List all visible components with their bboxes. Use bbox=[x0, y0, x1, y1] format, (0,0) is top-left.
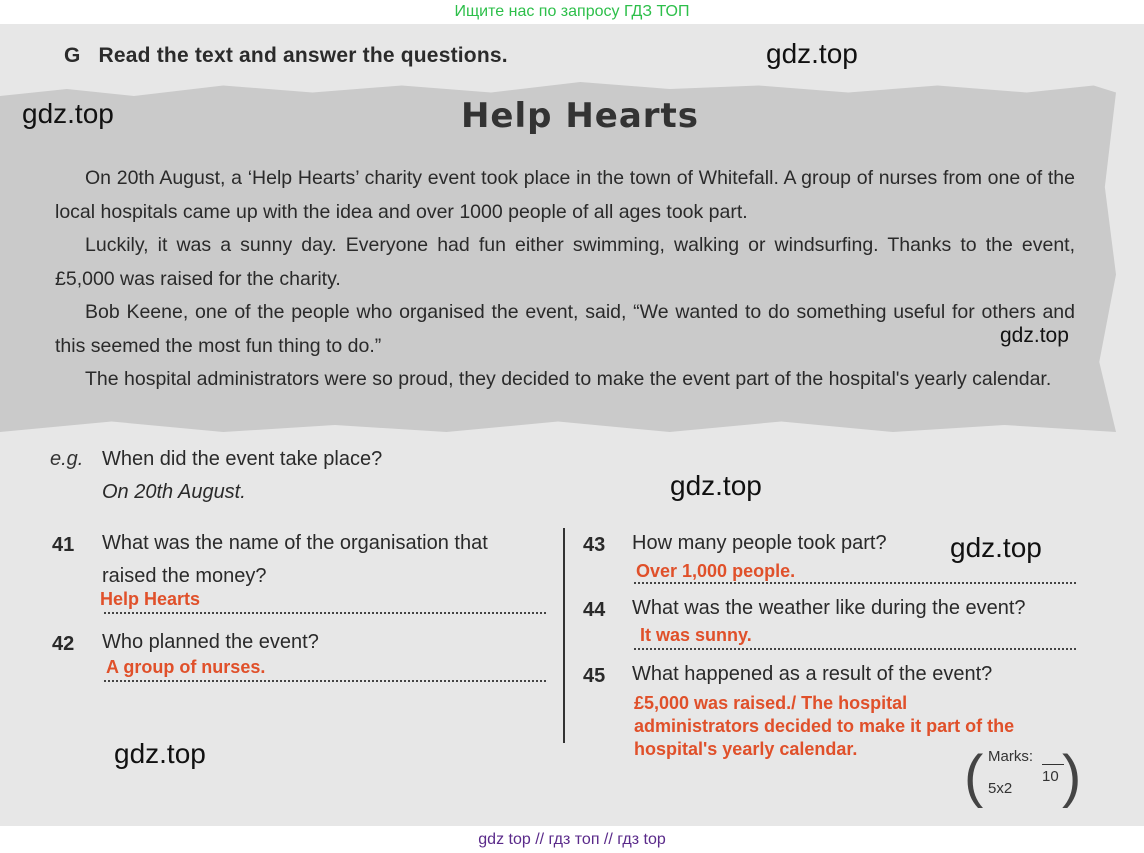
example-answer: On 20th August. bbox=[102, 481, 246, 503]
marks-label: Marks: bbox=[988, 748, 1033, 765]
top-banner-link[interactable]: Ищите нас по запросу ГДЗ ТОП bbox=[454, 3, 690, 20]
paren-left: ( bbox=[964, 744, 984, 809]
question-text: Who planned the event? bbox=[102, 631, 319, 653]
watermark: gdz.top bbox=[950, 532, 1042, 563]
answer-line bbox=[104, 612, 546, 614]
question-line: raised the money? bbox=[102, 565, 267, 587]
answer-text: Help Hearts bbox=[100, 589, 201, 609]
question-text: What happened as a result of the event? bbox=[632, 663, 993, 685]
answer-text: A group of nurses. bbox=[106, 657, 266, 677]
watermark: gdz.top bbox=[1000, 324, 1069, 347]
answer-line-text: hospital's yearly calendar. bbox=[634, 739, 858, 759]
question-number: 44 bbox=[583, 599, 606, 621]
paren-right: ) bbox=[1062, 744, 1082, 809]
question-number: 43 bbox=[583, 534, 606, 556]
article-paragraph: On 20th August, a ‘Help Hearts’ charity event took place in the town of Whitefall. A group of nurses from one of the local hospitals came up with the idea and over 1000 people of all ages took part. bbox=[55, 167, 1075, 223]
question-line: What was the name of the organisation that bbox=[102, 532, 488, 554]
article-paragraph: The hospital administrators were so proud, they decided to make the event part of the hospital's yearly calendar. bbox=[85, 368, 1052, 390]
question-text: How many people took part? bbox=[632, 532, 887, 554]
section-instruction: Read the text and answer the questions. bbox=[98, 44, 508, 67]
answer-line bbox=[104, 680, 546, 682]
question-text: What was the weather like during the event? bbox=[632, 597, 1026, 619]
answer-text: It was sunny. bbox=[640, 625, 752, 645]
watermark: gdz.top bbox=[114, 738, 206, 769]
question-number: 45 bbox=[583, 665, 606, 687]
watermark: gdz.top bbox=[766, 38, 858, 69]
question-number: 42 bbox=[52, 633, 75, 655]
article-paragraph: Bob Keene, one of the people who organised the event, said, “We wanted to do something useful for others and this seemed the most fun thing to do.” bbox=[55, 301, 1075, 357]
section-heading bbox=[64, 44, 508, 68]
answer-line-text: administrators decided to make it part of the bbox=[634, 716, 1015, 736]
section-letter: G bbox=[64, 44, 81, 67]
watermark: gdz.top bbox=[22, 98, 114, 129]
example-label: e.g. bbox=[50, 448, 84, 470]
answer-line bbox=[634, 582, 1076, 584]
marks-total: 10 bbox=[1042, 768, 1059, 785]
marks-box bbox=[964, 742, 1082, 822]
marks-score: 5x2 bbox=[988, 780, 1013, 797]
answer-text bbox=[634, 692, 1014, 761]
question-number: 41 bbox=[52, 534, 75, 556]
answer-line-text: £5,000 was raised./ The hospital bbox=[634, 693, 908, 713]
marks-line bbox=[1042, 764, 1064, 765]
textbook-page bbox=[0, 24, 1144, 826]
example-question: When did the event take place? bbox=[102, 448, 383, 470]
bottom-links[interactable]: gdz top // гдз топ // гдз top bbox=[478, 831, 666, 848]
article-text bbox=[55, 162, 1075, 397]
answer-line bbox=[634, 648, 1076, 650]
question-text bbox=[102, 527, 552, 593]
column-divider bbox=[563, 528, 565, 743]
watermark: gdz.top bbox=[670, 470, 762, 501]
article-paragraph: Luckily, it was a sunny day. Everyone had fun either swimming, walking or windsurfing. Thanks to the event, £5,000 was raised for the charity. bbox=[55, 234, 1075, 290]
answer-text: Over 1,000 people. bbox=[636, 561, 796, 581]
article-title: Help Hearts bbox=[460, 96, 700, 136]
